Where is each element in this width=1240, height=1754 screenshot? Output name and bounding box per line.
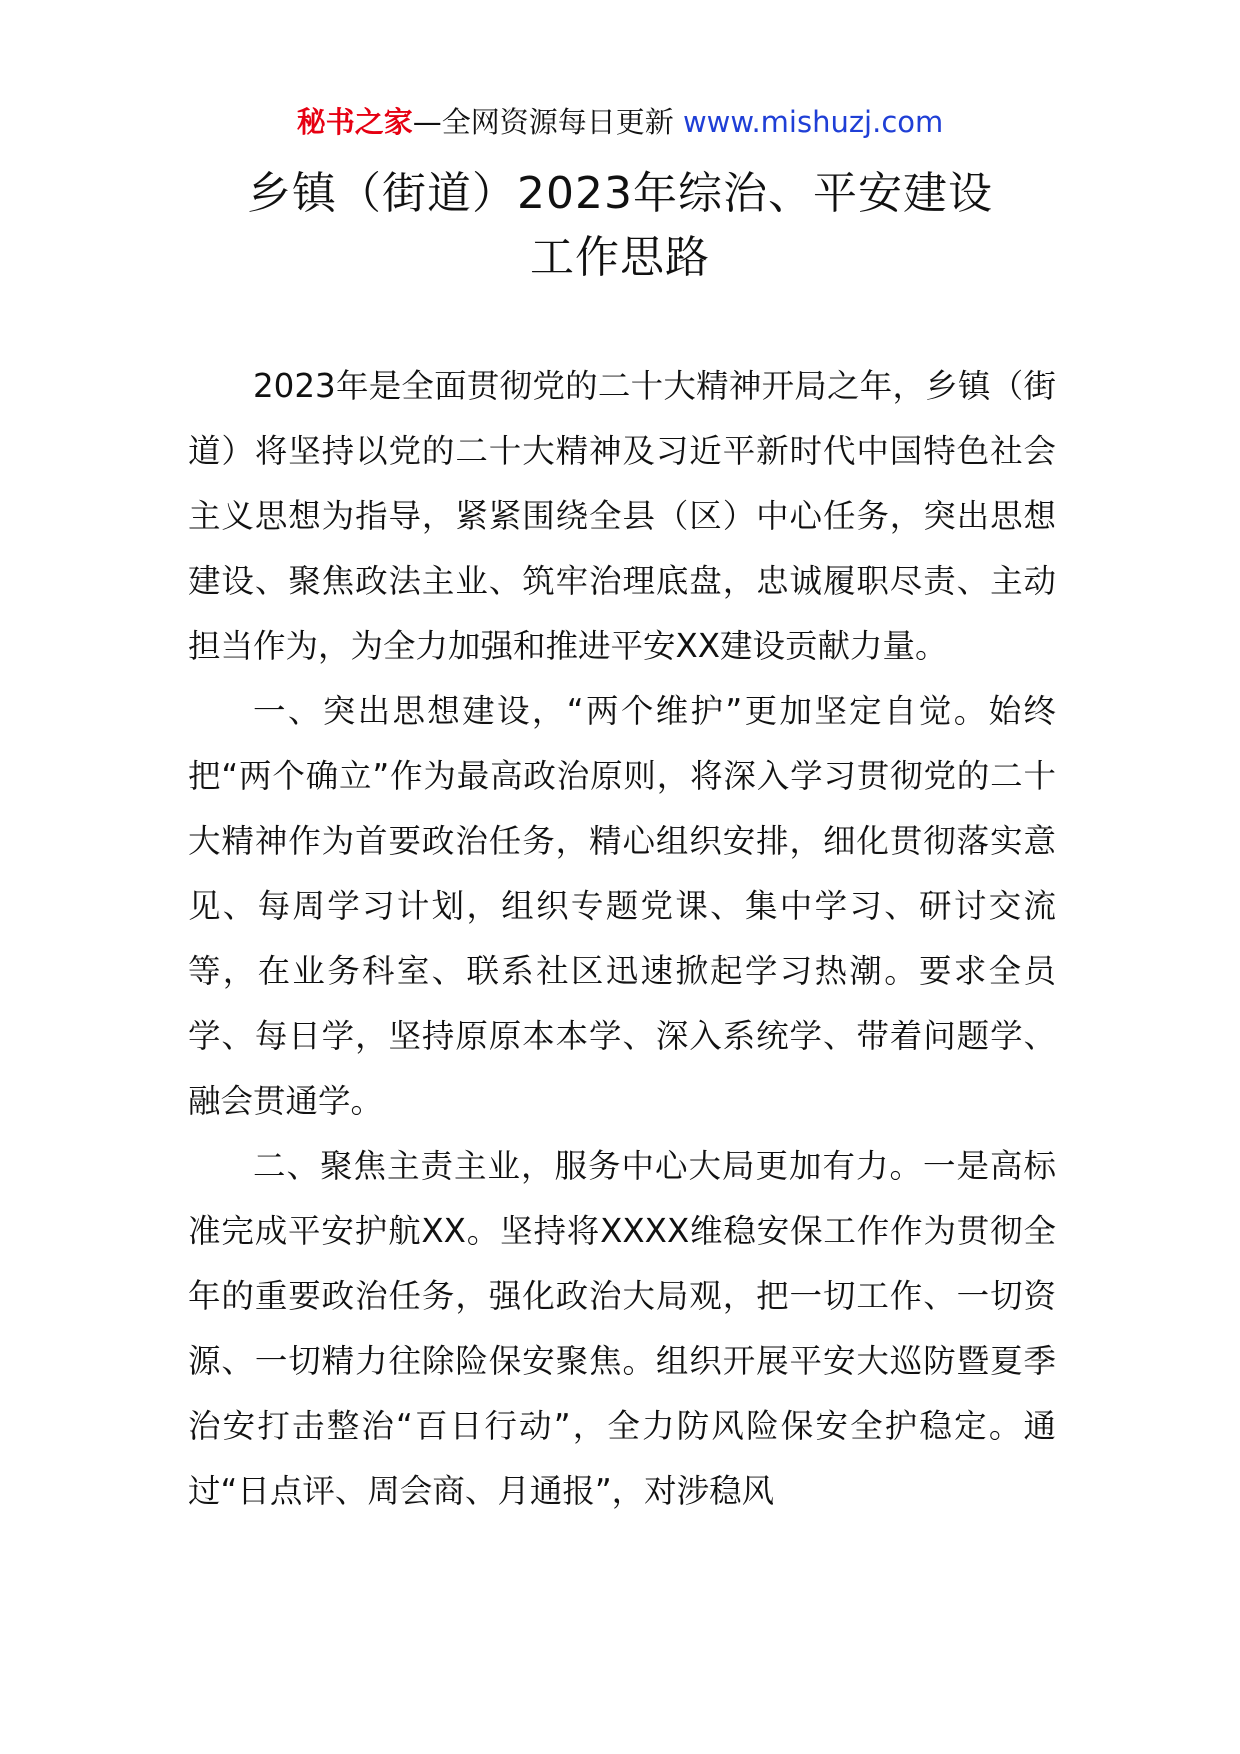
site-header (0, 100, 1240, 144)
paragraph-section-2: 二、聚焦主责主业，服务中心大局更加有力。一是高标准完成平安护航XX。坚持将XXXX维稳安保工作作为贯彻全年的重要政治任务，强化政治大局观，把一切工作、一切资源、一切精力往除险保安聚焦。组织开展平安大巡防暨夏季治安打击整治“百日行动”，全力防风险保安全护稳定。通过“日点评、周会商、月通报”，对涉稳风 (188, 1147, 1056, 1510)
title-line-2: 工作思路 (530, 232, 710, 283)
paragraph-section-1: 一、突出思想建设，“两个维护”更加坚定自觉。始终把“两个确立”作为最高政治原则，将深入学习贯彻党的二十大精神作为首要政治任务，精心组织安排，细化贯彻落实意见、每周学习计划，组织专题党课、集中学习、研讨交流等，在业务科室、联系社区迅速掀起学习热潮。要求全员学、每日学，坚持原原本本学、深入系统学、带着问题学、融会贯通学。 (188, 692, 1056, 1120)
paragraph-intro: 2023年是全面贯彻党的二十大精神开局之年，乡镇（街道）将坚持以党的二十大精神及习近平新时代中国特色社会主义思想为指导，紧紧围绕全县（区）中心任务，突出思想建设、聚焦政法主业、筑牢治理底盘，忠诚履职尽责、主动担当作为，为全力加强和推进平安XX建设贡献力量。 (188, 367, 1056, 665)
site-url-link[interactable]: www.mishuzj.com (682, 105, 944, 139)
document-title (0, 162, 1240, 290)
document-body (188, 354, 1056, 1524)
brand-name: 秘书之家 (296, 105, 413, 139)
header-tagline: —全网资源每日更新 (412, 105, 674, 139)
title-line-1: 乡镇（街道）2023年综治、平安建设 (247, 168, 993, 219)
